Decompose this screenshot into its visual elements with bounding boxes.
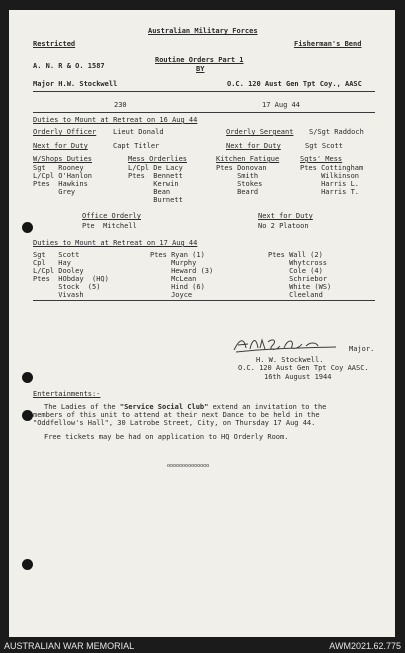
orderly-sergeant-label: Orderly Sergeant (226, 128, 294, 136)
list-item: L/Cpl O'Hanlon (33, 172, 93, 180)
list-item: Sgt Scott (33, 251, 80, 259)
list-item: Ptes Ryan (1) (150, 251, 205, 259)
list-item: Grey (33, 188, 76, 196)
signatory-unit: O.C. 120 Aust Gen Tpt Coy AASC. (238, 364, 369, 372)
list-item: McLean (150, 275, 197, 283)
signature-date: 16th August 1944 (264, 373, 332, 381)
list-item: Whytcross (268, 259, 328, 267)
next-duty-label: Next for Duty (33, 142, 88, 150)
archive-footer (0, 637, 405, 653)
punch-hole (22, 222, 33, 233)
entertainments-heading: Entertainments:- (33, 390, 101, 398)
list-item: Schriebor (268, 275, 328, 283)
list-item: Stokes (216, 180, 263, 188)
signatory-rank: Major. (349, 345, 375, 353)
list-item: L/Cpl De Lacy (128, 164, 183, 172)
document-page (9, 10, 395, 637)
end-marks: oooooooooooooo (167, 463, 210, 469)
orderly-sergeant: S/Sgt Raddoch (309, 128, 364, 136)
divider (33, 91, 375, 92)
next-duty-officer: Capt Titler (113, 142, 160, 150)
orders-title: Routine Orders Part 1 (155, 56, 244, 64)
office-orderly-label: Office Orderly (82, 212, 142, 220)
list-item: Cole (4) (268, 267, 323, 275)
issuing-unit: O.C. 120 Aust Gen Tpt Coy., AASC (227, 80, 362, 88)
list-item: Ptes Cottingham (300, 164, 364, 172)
list-item: Wilkinson (300, 172, 360, 180)
list-item: Joyce (150, 291, 193, 299)
punch-hole (22, 372, 33, 383)
list-item: Murphy (150, 259, 197, 267)
list-item: Cpl Hay (33, 259, 71, 267)
list-item: Bean (128, 188, 171, 196)
list-item: Burnett (128, 196, 183, 204)
punch-hole (22, 559, 33, 570)
handwritten-signature (232, 334, 344, 356)
list-item: Vivash (33, 291, 84, 299)
issuing-officer: Major H.W. Stockwell (33, 80, 118, 88)
document-title: Australian Military Forces (148, 27, 258, 35)
notice-line: "Oddfellow's Hall", 30 Latrobe Street, City, on Thursday 17 Aug 44. (33, 419, 316, 427)
notice-line: members of this unit to attend at their next Dance to be held in the (33, 411, 320, 419)
list-item: Heward (3) (150, 267, 214, 275)
next-duty-sergeant: Sgt Scott (305, 142, 343, 150)
punch-hole (22, 410, 33, 421)
duties-heading-17: Duties to Mount at Retreat on 17 Aug 44 (33, 239, 198, 247)
kitchen-label: Kitchen Fatigue (216, 155, 280, 163)
list-item: Harris T. (300, 188, 360, 196)
list-item: Smith (216, 172, 259, 180)
divider (33, 300, 375, 301)
list-item: Beard (216, 188, 259, 196)
list-item: Hind (6) (150, 283, 205, 291)
sgts-mess-label: Sgts' Mess (300, 155, 343, 163)
institution-name: AUSTRALIAN WAR MEMORIAL (4, 641, 135, 651)
divider (33, 112, 375, 113)
list-item: Stock (5) (33, 283, 101, 291)
list-item: White (WS) (268, 283, 332, 291)
order-number: 230 (114, 101, 127, 109)
list-item: Cleeland (268, 291, 323, 299)
next-duty-label: Next for Duty (226, 142, 281, 150)
notice-line: The Ladies of the "Service Social Club" extend an invitation to the (44, 403, 327, 411)
classification: Restricted (33, 40, 76, 48)
location: Fisherman's Bend (294, 40, 362, 48)
list-item: Ptes HObday (HQ) (33, 275, 109, 283)
duties-heading-16: Duties to Mount at Retreat on 16 Aug 44 (33, 116, 198, 124)
list-item: Ptes Wall (2) (268, 251, 323, 259)
list-item: Kerwin (128, 180, 179, 188)
reference-number: A. N. R & O. 1587 (33, 62, 105, 70)
mess-label: Mess Orderlies (128, 155, 188, 163)
list-item: L/Cpl Dooley (33, 267, 84, 275)
orderly-officer: Lieut Donald (113, 128, 164, 136)
notice-line: Free tickets may be had on application to HQ Orderly Room. (44, 433, 289, 441)
order-date: 17 Aug 44 (262, 101, 300, 109)
signatory-name: H. W. Stockwell. (256, 356, 324, 364)
list-item: Ptes Bennett (128, 172, 183, 180)
list-item: Sgt Rooney (33, 164, 84, 172)
list-item: Ptes Donovan (216, 164, 267, 172)
orderly-officer-label: Orderly Officer (33, 128, 97, 136)
list-item: Ptes Hawkins (33, 180, 88, 188)
wshops-label: W/Shops Duties (33, 155, 93, 163)
next-duty-platoon: No 2 Platoon (258, 222, 309, 230)
by-label: BY (196, 65, 205, 73)
next-duty-label: Next for Duty (258, 212, 313, 220)
office-orderly: Pte Mitchell (82, 222, 137, 230)
list-item: Harris L. (300, 180, 360, 188)
catalogue-number: AWM2021.62.775 (329, 641, 401, 651)
